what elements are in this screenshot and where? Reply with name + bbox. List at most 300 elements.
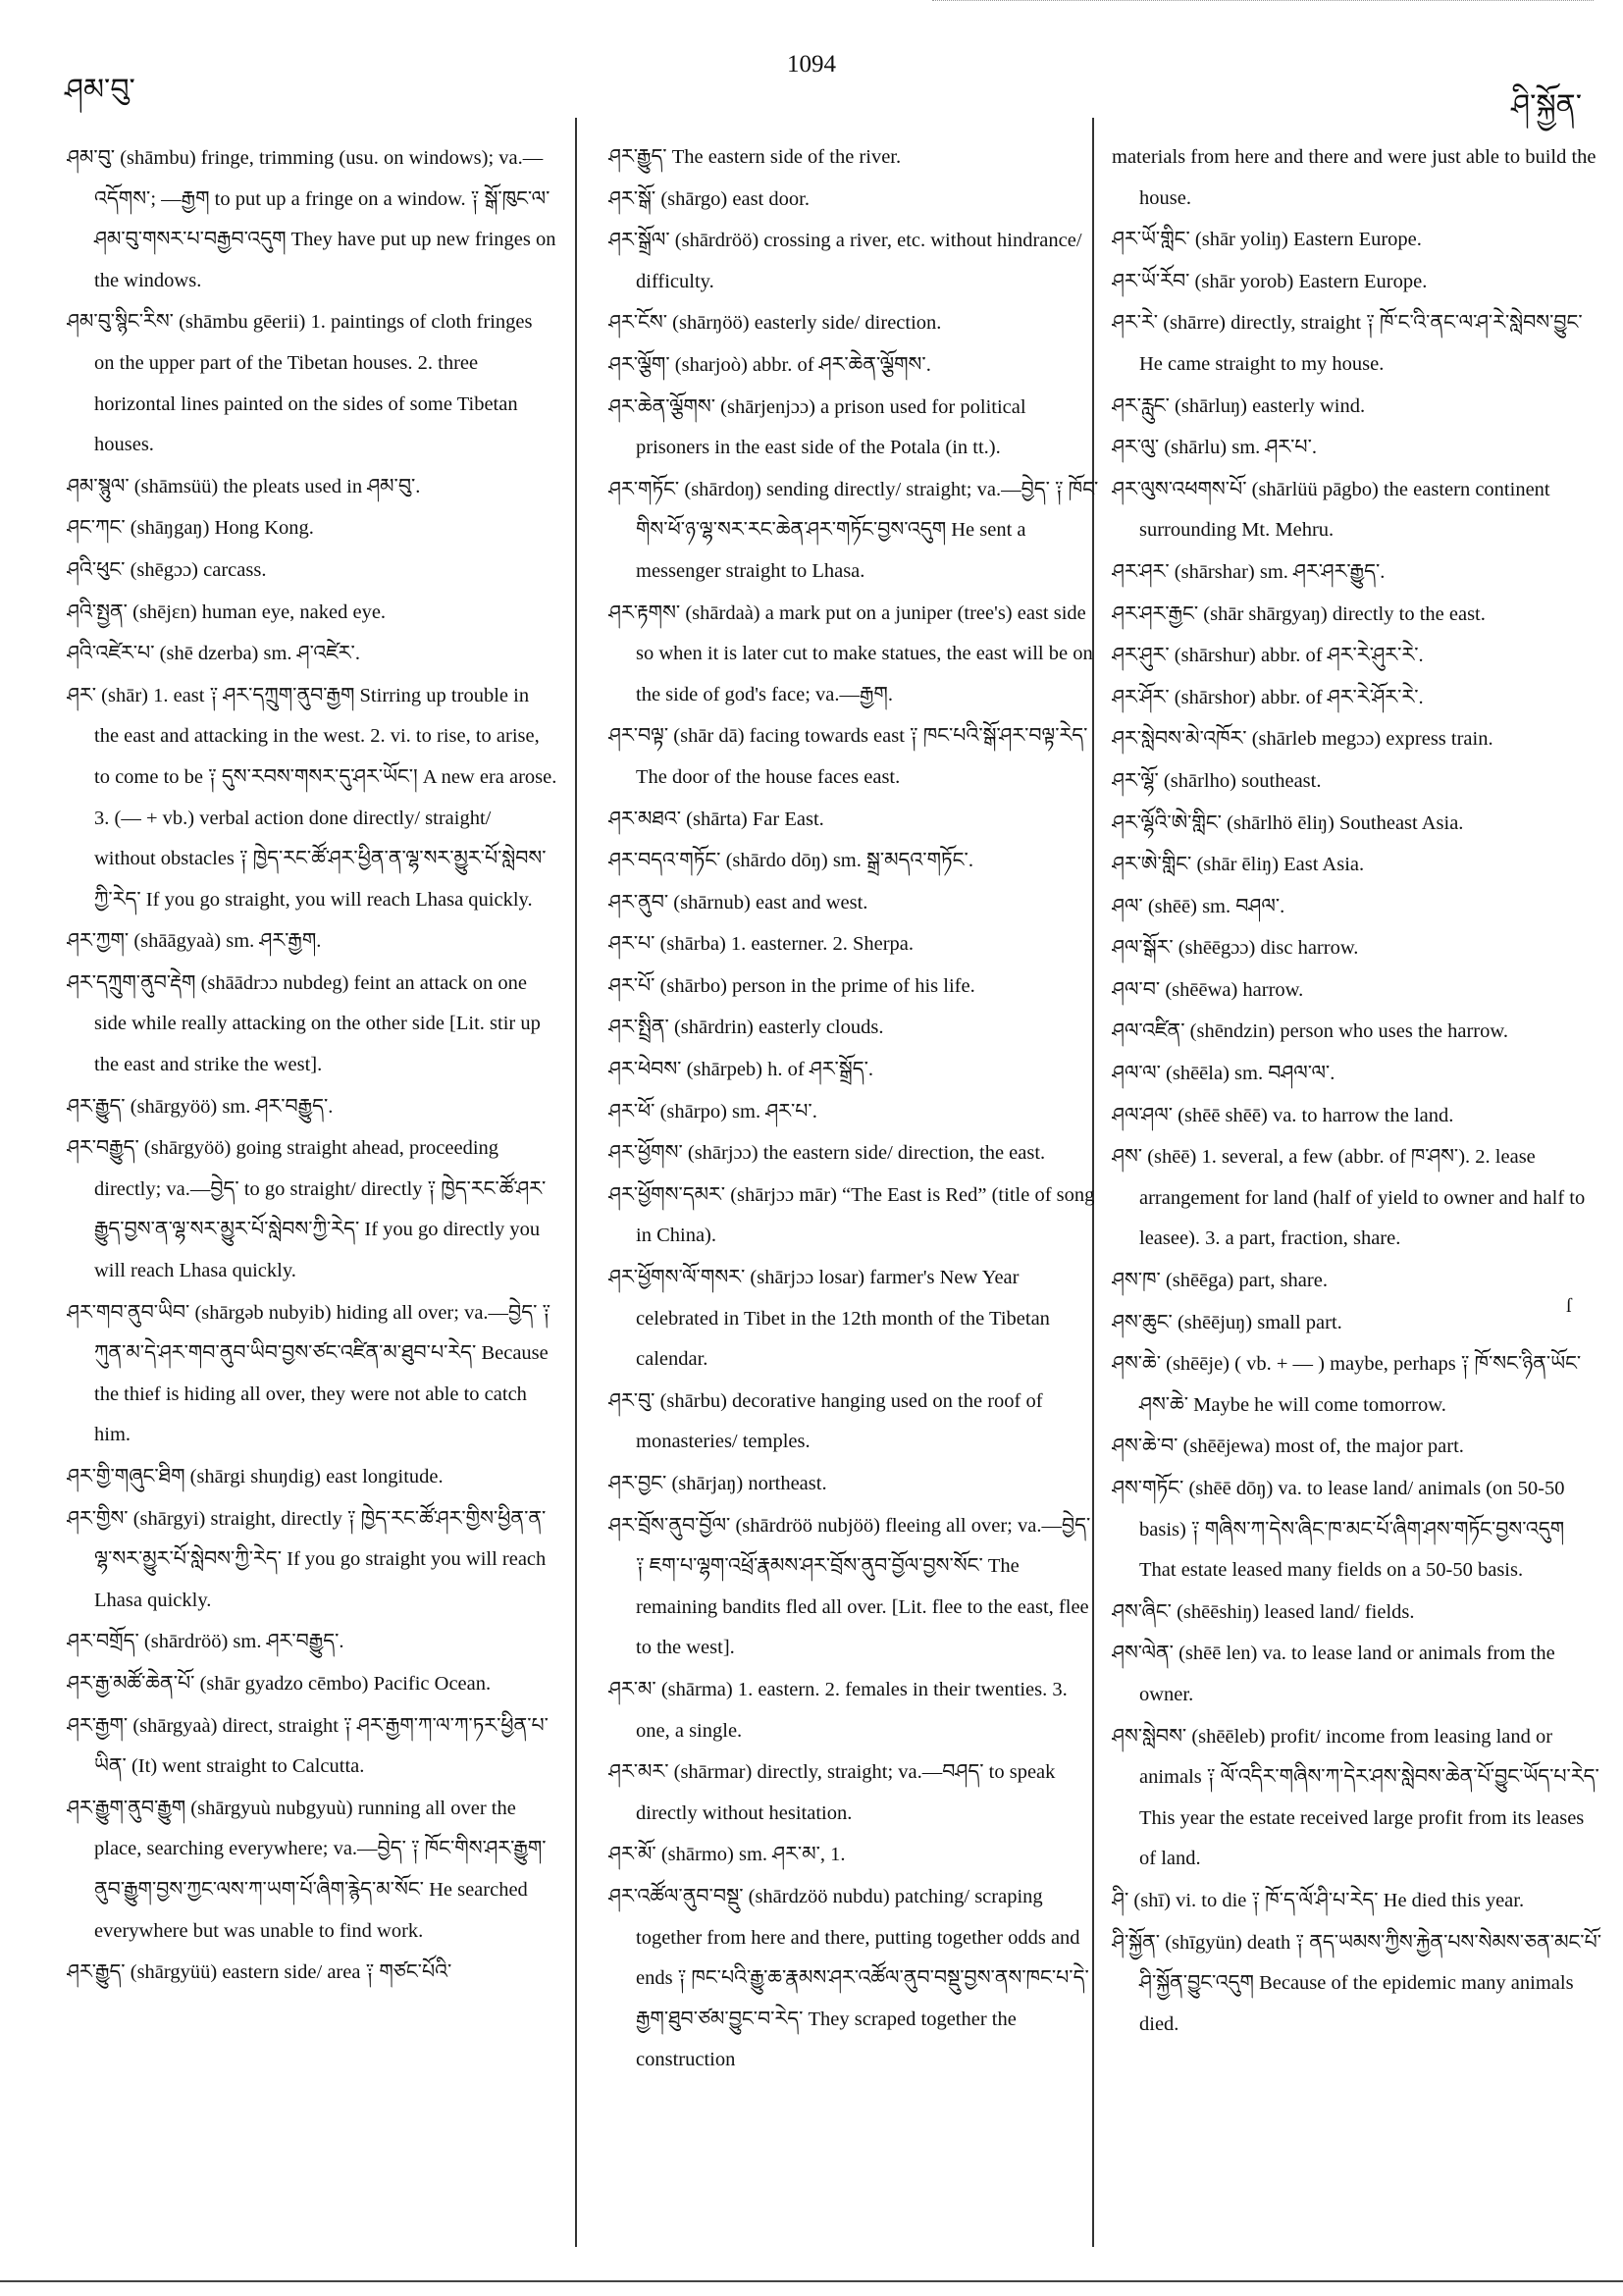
- dictionary-entry: [608, 923, 1099, 965]
- dictionary-entry: [1112, 1468, 1602, 1592]
- page-header: [0, 49, 1623, 122]
- dictionary-entry: [1112, 635, 1602, 677]
- entry-definition: the eastern continent surrounding Mt. Mehru.: [1139, 478, 1550, 542]
- entry-transliteration: (shēē shēē): [1178, 1104, 1268, 1126]
- entry-headword: ཤར་མ་: [608, 1676, 656, 1700]
- dictionary-entry: [1112, 261, 1602, 303]
- dictionary-entry: [608, 840, 1099, 882]
- entry-definition: ཤར་རྒྱུད་ The eastern side of the river.: [608, 146, 902, 168]
- entry-transliteration: (shēgɔɔ): [130, 558, 199, 581]
- dictionary-entry: [608, 387, 1099, 469]
- entry-headword: ཤས་ཆུང་: [1112, 1309, 1173, 1333]
- entry-transliteration: (shārgyi): [132, 1507, 206, 1530]
- dictionary-entry: [608, 1505, 1099, 1669]
- entry-transliteration: (shārta): [686, 808, 748, 830]
- entry-transliteration: (shāmsüü): [133, 475, 219, 497]
- entry-headword: ཤར་ཕྱོགས་དམར་: [608, 1181, 726, 1206]
- dictionary-entry: [608, 593, 1099, 716]
- dictionary-entry: [1112, 386, 1602, 428]
- entry-transliteration: (shārpeb): [686, 1059, 762, 1081]
- entry-transliteration: (shār yoliŋ): [1194, 229, 1288, 251]
- entry-definition: facing towards east ༑ ཁང་པའི་སྒོ་ཤར་བལྟ་རེད་ The door of the house faces east.: [636, 725, 1088, 788]
- entry-headword: ཤར་ཤར་: [1112, 558, 1170, 583]
- entry-definition: 1. easterner. 2. Sherpa.: [730, 933, 915, 956]
- entry-headword: ཤར་ལྷོའི་ཨེ་གླིང་: [1112, 809, 1222, 834]
- entry-definition: sm. ཤར་ཤར་རྒྱུད་.: [1259, 560, 1386, 583]
- entry-definition: 1. eastern. 2. females in their twenties. 3. one, a single.: [636, 1678, 1068, 1742]
- entry-definition: va. to lease land or animals from the owner.: [1139, 1643, 1555, 1705]
- entry-definition: straight, directly ༑ ཁྱེད་རང་ཚོ་ཤར་གྱིས་ཕྱིན་ན་ལྷ་སར་མྱུར་པོ་སླེབས་ཀྱི་རེད་ If you go straight you will reach Lhasa quickly.: [94, 1507, 547, 1611]
- entry-definition: Eastern Europe.: [1298, 270, 1428, 292]
- entry-headword: ཤས་: [1112, 1144, 1143, 1169]
- entry-transliteration: (shāādrɔɔ nubdeg): [200, 971, 349, 994]
- entry-definition: sm. ཤར་བརྒྱུད་.: [222, 1095, 334, 1118]
- entry-definition: most of, the major part.: [1275, 1435, 1464, 1458]
- entry-transliteration: (shār shārgyaŋ): [1203, 602, 1328, 625]
- entry-transliteration: (shēēje): [1166, 1353, 1230, 1376]
- dictionary-entry: [67, 675, 557, 921]
- entry-headword: ཤལ་: [1112, 893, 1143, 917]
- dictionary-entry: [67, 1127, 557, 1291]
- dictionary-entry: [1112, 1136, 1602, 1260]
- entry-headword: ཤར་གྱི་གཞུང་ཐིག: [67, 1464, 185, 1487]
- entry-transliteration: (shāŋgaŋ): [130, 517, 210, 540]
- entry-headword: ཤར་ལྷོ་: [1112, 767, 1159, 792]
- dictionary-entry: [1112, 302, 1602, 385]
- entry-headword: ཤའི་འཛེར་པ་: [67, 641, 155, 665]
- entry-transliteration: (shārgyöö): [143, 1137, 232, 1160]
- entry-headword: ཤར་རེ་: [1112, 310, 1159, 335]
- dictionary-entry: [67, 1456, 557, 1498]
- entry-transliteration: (shārlüü pāgbo): [1251, 478, 1379, 500]
- dictionary-entry: [1112, 677, 1602, 719]
- dictionary-entry: [67, 301, 557, 465]
- entry-definition: 1. east ༑ ཤར་དཀྲུག་ནུབ་རྒྱག Stirring up trouble in the east and attacking in the west. 2. vi. to rise, to arise, to come to be ༑ དུས་རབས་གསར་དུ་ཤར་ཡོང་། A new era arose. 3. (— + vb.) verbal action done directly/ straight/ without obstacles ༑ ཁྱེད་རང་ཚོ་ཤར་ཕྱིན་ན་ལྷ་སར་མྱུར་པོ་སླེབས་ཀྱི་རེད་ If you go straight, you will reach Lhasa quickly.: [94, 684, 557, 911]
- entry-definition: easterly wind.: [1252, 394, 1366, 417]
- entry-definition: sm. བཤལ་ལ་.: [1234, 1063, 1335, 1085]
- entry-transliteration: (shēē): [1147, 1146, 1197, 1169]
- entry-headword: ཤར་གབ་ནུབ་ཡིབ་: [67, 1299, 190, 1324]
- entry-headword: ཤས་ཆེ་བ་: [1112, 1434, 1178, 1458]
- dictionary-entry: [67, 1705, 557, 1788]
- entry-transliteration: (shārma): [660, 1678, 733, 1700]
- entry-headword: ཤས་ཞིང་: [1112, 1598, 1172, 1623]
- entry-definition: sm. ཤར་རྒྱག.: [226, 930, 322, 953]
- entry-transliteration: (shārmo): [660, 1844, 734, 1866]
- entry-definition: va. to lease land/ animals (on 50-50 basis) ༑ གཞིས་ཀ་དེས་ཞིང་ཁ་མང་པོ་ཞིག་ཤས་གཏོང་བྱས་འདུག That estate leased many fields on a 50-50 basis.: [1139, 1478, 1565, 1582]
- entry-transliteration: (shāmbu gēerii): [179, 311, 306, 334]
- entry-definition: sm. ཤ་འཛེར་.: [263, 643, 360, 665]
- dictionary-entry: [1112, 1095, 1602, 1137]
- dictionary-entry: [608, 1091, 1099, 1133]
- dictionary-entry: [1112, 1880, 1602, 1922]
- entry-headword: ཤར་སྤྲིན་: [608, 1015, 669, 1039]
- dictionary-entry: [1112, 427, 1602, 469]
- entry-transliteration: (shārdoŋ): [684, 478, 761, 500]
- entry-definition: materials from here and there and were just able to build the house.: [1112, 146, 1597, 209]
- entry-definition: h. of ཤར་སྒྲོད་.: [767, 1059, 873, 1081]
- entry-transliteration: (shārjɔɔ mār): [730, 1183, 837, 1206]
- entry-headword: ཤར་གཏོང་: [608, 476, 680, 500]
- entry-transliteration: (sharjoò): [674, 353, 748, 376]
- entry-definition: Hong Kong.: [214, 517, 314, 540]
- top-dotted-rule: [932, 0, 1594, 1]
- dictionary-entry: [1112, 469, 1602, 551]
- entry-transliteration: (shēē dōŋ): [1188, 1478, 1274, 1499]
- entry-headword: ཤར་: [67, 682, 97, 706]
- dictionary-entry: [608, 1876, 1099, 2081]
- entry-headword: ཤར་ཆེན་ལྕོགས་: [608, 393, 716, 418]
- entry-transliteration: (shār gyadzo cēmbo): [199, 1672, 369, 1695]
- entry-headword: ཤར་རྒྱུད་: [67, 1093, 126, 1118]
- entry-transliteration: (shārgəb nubyib): [194, 1301, 332, 1324]
- dictionary-entry: [67, 963, 557, 1086]
- entry-transliteration: (shēē len): [1178, 1643, 1258, 1665]
- entry-definition: fleeing all over; va.—བྱེད་ ༑ ཇག་པ་ལྷག་འཕྲོ་རྣམས་ཤར་བྲོས་ནུབ་བྱོལ་བྱས་སོང་ The remaining bandits fled all over. [Lit. flee to the east, flee to the west].: [636, 1514, 1091, 1659]
- entry-transliteration: (shārgi shuŋdig): [189, 1466, 321, 1487]
- dictionary-entry: [1112, 1922, 1602, 2046]
- dictionary-entry: [67, 592, 557, 634]
- entry-transliteration: (shāāgyaà): [133, 930, 222, 953]
- entry-headword: ཤས་ཆེ་: [1112, 1351, 1161, 1376]
- entry-definition: carcass.: [203, 558, 267, 581]
- entry-headword: ཤར་ཤར་རྒྱང་: [1112, 600, 1199, 625]
- entry-definition: running all over the place, searching everywhere; va.—བྱེད་ ༑ ཁོང་གིས་ཤར་རྒྱུག་ནུབ་རྒྱུག་བྱས་ཀྱང་ལས་ཀ་ཡག་པོ་ཞིག་རྙེད་མ་སོང་ He searched everywhere but was unable to find work.: [94, 1797, 547, 1942]
- entry-transliteration: (shēēgɔɔ): [1178, 937, 1256, 960]
- entry-transliteration: (shārdo dōŋ): [725, 850, 828, 872]
- entry-definition: “The East is Red” (title of song in China).: [636, 1183, 1095, 1247]
- entry-headword: ཤར་བལྟ་: [608, 723, 669, 748]
- entry-transliteration: (shēēla): [1166, 1063, 1230, 1085]
- entry-headword: ཤར་ཨེ་གླིང་: [1112, 852, 1192, 876]
- entry-transliteration: (shārjaŋ): [671, 1473, 744, 1494]
- dictionary-entry: [608, 1132, 1099, 1174]
- dictionary-entry: [67, 507, 557, 549]
- dictionary-entry: [1112, 594, 1602, 636]
- entry-headword: ཤལ་ལ་: [1112, 1061, 1161, 1085]
- entry-headword: ཤར་ཕེབས་: [608, 1057, 682, 1081]
- dictionary-entry: [67, 137, 557, 301]
- entry-definition: death ༑ ནད་ཡམས་ཀྱིས་རྐྱེན་པས་སེམས་ཅན་མང་པོ་ཤི་སྐྱོན་བྱུང་འདུག Because of the epidemic many animals died.: [1139, 1931, 1602, 2035]
- entry-transliteration: (shār): [101, 684, 148, 706]
- entry-transliteration: (shēējewa): [1182, 1435, 1271, 1458]
- dictionary-entry: [67, 920, 557, 963]
- dictionary-entry: [608, 179, 1099, 221]
- entry-definition: abbr. of ཤར་རེ་ཤོར་རེ་.: [1261, 686, 1424, 708]
- entry-transliteration: (shārdröö): [674, 230, 759, 252]
- entry-definition: easterly clouds.: [758, 1017, 884, 1039]
- dictionary-entry: [1112, 1633, 1602, 1715]
- entry-headword: ཤར་ཤོར་: [1112, 684, 1170, 708]
- dictionary-entry: [608, 1049, 1099, 1091]
- entry-transliteration: (shārdzöö nubdu): [748, 1885, 890, 1907]
- dictionary-entry: [67, 1663, 557, 1705]
- dictionary-entry: [1112, 969, 1602, 1012]
- entry-headword: ཤའི་སྤྱན་: [67, 599, 128, 623]
- entry-definition: the eastern side/ direction, the east.: [762, 1142, 1046, 1165]
- entry-definition: Pacific Ocean.: [373, 1672, 492, 1695]
- entry-definition: small part.: [1257, 1311, 1342, 1333]
- entry-definition: directly, straight ༑ ཁོ་ང་འི་ནང་ལ་ཤ་རེ་སླེབས་བྱུང་ He came straight to my house.: [1139, 312, 1583, 375]
- dictionary-entry: [1112, 1592, 1602, 1634]
- entry-definition: sm. བཤལ་.: [1202, 895, 1285, 917]
- entry-transliteration: (shēēleb): [1191, 1725, 1266, 1748]
- entry-definition: crossing a river, etc. without hindrance/ difficulty.: [636, 230, 1082, 292]
- entry-transliteration: (shārjɔɔ losar): [750, 1267, 865, 1289]
- entry-transliteration: (shārlho): [1163, 769, 1236, 792]
- entry-transliteration: (shārdröö): [143, 1631, 229, 1653]
- entry-definition: patching/ scraping together from here and there, putting together odds and ends ༑ ཁང་པའི་རྒྱུ་ཆ་རྣམས་ཤར་འཚོལ་ནུབ་བསྡུ་བྱས་ནས་ཁང་པ་དེ་རྒྱག་ཐུབ་ཙམ་བྱུང་བ་རེད་ They scraped together the construction: [636, 1885, 1089, 2071]
- bottom-rule: [0, 2280, 1623, 2282]
- entry-transliteration: (shārpo): [659, 1100, 727, 1122]
- page-number: 1094: [787, 51, 836, 78]
- entry-definition: va. to harrow the land.: [1272, 1104, 1454, 1126]
- dictionary-entry: [1112, 718, 1602, 760]
- entry-transliteration: (shārlhö ēliŋ): [1227, 811, 1335, 834]
- dictionary-entry: [1112, 886, 1602, 928]
- entry-headword: ཤར་རྟགས་: [608, 600, 681, 624]
- dictionary-entry: [608, 1669, 1099, 1751]
- entry-headword: ཤར་བརྒྱུད་: [67, 1135, 139, 1160]
- dictionary-entry: [1112, 1053, 1602, 1095]
- entry-headword: ཤར་ཡོ་རོབ་: [1112, 268, 1190, 292]
- entry-transliteration: (shārdröö nubjöö): [735, 1514, 880, 1537]
- entry-transliteration: (shārgo): [660, 187, 728, 210]
- entry-definition: person in the prime of his life.: [732, 974, 975, 997]
- entry-definition: east door.: [732, 187, 810, 210]
- entry-definition: northeast.: [748, 1473, 827, 1494]
- entry-transliteration: (shēēwa): [1165, 978, 1238, 1001]
- entry-headword: ཤར་མོ་: [608, 1842, 656, 1866]
- entry-transliteration: (shēējuŋ): [1177, 1311, 1253, 1333]
- entry-definition: the pleats used in ཤམ་བུ་.: [223, 475, 421, 497]
- entry-definition: abbr. of ཤར་རེ་ཤུར་རེ་.: [1261, 645, 1424, 667]
- entry-headword: ཤལ་བ་: [1112, 976, 1161, 1001]
- entry-definition: human eye, naked eye.: [201, 600, 387, 623]
- entry-transliteration: (shārshor): [1174, 686, 1256, 708]
- dictionary-entry: [67, 1952, 557, 1994]
- dictionary-entry: [1112, 1011, 1602, 1053]
- dictionary-entry: [67, 1621, 557, 1663]
- entry-definition: sm. ཤར་པ་.: [1231, 437, 1317, 459]
- entry-headword: ཤར་རླུང་: [1112, 392, 1170, 417]
- entry-transliteration: (shāmbu): [120, 147, 196, 169]
- dictionary-entry: [608, 1834, 1099, 1876]
- entry-headword: ཤལ་སྒོར་: [1112, 935, 1174, 960]
- entry-definition: part, share.: [1238, 1270, 1328, 1292]
- entry-headword: ཤར་པོ་: [608, 972, 655, 997]
- entry-transliteration: (shārdaà): [685, 601, 760, 624]
- entry-headword: ཤི་: [1112, 1887, 1129, 1911]
- dictionary-entry: [67, 549, 557, 592]
- entry-headword: ཤར་བྲོས་ནུབ་བྱོལ་: [608, 1512, 731, 1537]
- entry-transliteration: (shēēshiŋ): [1177, 1600, 1260, 1623]
- entry-transliteration: (shārgyaà): [132, 1714, 218, 1737]
- dictionary-entry: [1112, 219, 1602, 261]
- dictionary-entry: [608, 469, 1099, 593]
- entry-transliteration: (shārgyöö): [130, 1095, 218, 1118]
- entry-definition: 1. paintings of cloth fringes on the upper part of the Tibetan houses. 2. three horizontal lines painted on the sides of some Tibetan houses.: [94, 311, 533, 456]
- entry-definition: hiding all over; va.—བྱེད་ ༑ ཀུན་མ་དེ་ཤར་གབ་ནུབ་ཡིབ་བྱས་ཙང་འཛིན་མ་ཐུབ་པ་རེད་ Because the thief is hiding all over, they were not able to catch him.: [94, 1301, 551, 1446]
- entry-definition: southeast.: [1241, 769, 1322, 792]
- entry-headword: ཤར་ལྕོག་: [608, 351, 670, 376]
- entry-transliteration: (shārmar): [673, 1761, 753, 1784]
- entry-transliteration: (shēndzin): [1189, 1020, 1276, 1043]
- entry-definition: ( vb. + — ) maybe, perhaps ༑ ཁོ་སང་ཉིན་ཡོང་ཤས་ཆེ་ Maybe he will come tomorrow.: [1139, 1353, 1582, 1416]
- entry-transliteration: (shārjɔɔ): [687, 1142, 759, 1165]
- dictionary-entry: [1112, 1343, 1602, 1426]
- entry-headword: ཤར་ངོས་: [608, 310, 668, 335]
- entry-definition: a prison used for political prisoners in the east side of the Potala (in tt.).: [636, 395, 1026, 459]
- entry-transliteration: (shārjenjɔɔ): [720, 395, 815, 418]
- column-3: [1112, 137, 1602, 2237]
- guide-word-left: ཤམ་བུ་: [65, 74, 135, 106]
- entry-headword: ཤར་ནུབ་: [608, 889, 669, 913]
- entry-definition: sm. ཤར་མ་, 1.: [739, 1844, 846, 1866]
- entry-definition: disc harrow.: [1260, 937, 1359, 960]
- entry-definition: decorative hanging used on the roof of monasteries/ temples.: [636, 1389, 1043, 1453]
- dictionary-entry: [608, 302, 1099, 344]
- entry-headword: ཤམ་བུ་སྙིང་རིས་: [67, 309, 174, 334]
- dictionary-entry: [608, 715, 1099, 798]
- entry-headword: ཤས་ལེན་: [1112, 1641, 1174, 1665]
- entry-headword: ཤར་པ་: [608, 931, 655, 956]
- entry-transliteration: (shārlu): [1164, 437, 1228, 459]
- entry-headword: ཤར་མཐའ་: [608, 806, 682, 830]
- dictionary-entry: [1112, 927, 1602, 969]
- entry-headword: ཤར་འཚོལ་ནུབ་བསྡུ་: [608, 1883, 744, 1907]
- entry-headword: ཤར་བདའ་གཏོང་: [608, 848, 721, 872]
- dictionary-entry: [67, 1086, 557, 1128]
- entry-transliteration: (shīgyün): [1165, 1931, 1242, 1954]
- entry-definition: East Asia.: [1283, 854, 1365, 876]
- entry-definition: express train.: [1386, 728, 1493, 751]
- entry-headword: ཤར་བུ་: [608, 1387, 655, 1412]
- dictionary-entry: [67, 633, 557, 675]
- entry-headword: ཤར་ཀྱག་: [67, 928, 130, 953]
- entry-headword: ཤར་གྱིས་: [67, 1505, 129, 1530]
- entry-headword: ཤལ་འཛིན་: [1112, 1018, 1185, 1043]
- entry-headword: ཤའི་ཕུང་: [67, 556, 126, 581]
- entry-definition: profit/ income from leasing land or animals ༑ ལོ་འདིར་གཞིས་ཀ་དེར་ཤས་སླེབས་ཆེན་པོ་བྱུང་ཡོད་པ་རེད་ This year the estate received large profit from its leases of land.: [1139, 1725, 1599, 1870]
- entry-definition: 1. several, a few (abbr. of ཁ་ཤས་). 2. lease arrangement for land (half of yield to owner and half to leasee). 3. a part, fraction, share.: [1139, 1146, 1586, 1250]
- entry-headword: ཤར་རྒྱག་: [67, 1712, 129, 1737]
- dictionary-entry: [608, 1751, 1099, 1834]
- entry-transliteration: (shārleb megɔɔ): [1251, 728, 1382, 751]
- entry-headword: ཤི་སྐྱོན་: [1112, 1929, 1161, 1954]
- entry-definition: eastern side/ area ༑ གཙང་པོའི་: [222, 1961, 452, 1984]
- column-1: [67, 137, 557, 2237]
- entry-definition: farmer's New Year celebrated in Tibet in the 12th month of the Tibetan calendar.: [636, 1267, 1050, 1371]
- entry-definition: Southeast Asia.: [1339, 811, 1464, 834]
- entry-definition: fringe, trimming (usu. on windows); va.—འདོགས་; —རྒྱག to put up a fringe on a window. ༑ སྒོ་ཁུང་ལ་ཤམ་བུ་གསར་པ་བརྒྱབ་འདུག They have put up new fringes on the windows.: [94, 147, 556, 291]
- entry-transliteration: (shārluŋ): [1175, 394, 1247, 417]
- entry-definition: sending directly/ straight; va.—བྱེད་ ༑ ཁོང་གིས་ཕོ་ཉ་ལྷ་སར་རང་ཆེན་ཤར་གཏོང་བྱས་འདུག He sent a messenger straight to Lhasa.: [636, 478, 1099, 582]
- entry-definition: direct, straight ༑ ཤར་རྒྱག་ཀ་ལ་ཀ་ཏར་ཕྱིན་པ་ཡིན་ (It) went straight to Calcutta.: [94, 1714, 549, 1778]
- entry-headword: ཤམ་བུ་: [67, 145, 116, 169]
- entry-transliteration: (shārdrin): [673, 1017, 754, 1039]
- dictionary-entry: [67, 466, 557, 508]
- dictionary-entry: [1112, 844, 1602, 886]
- dictionary-entry: [1112, 137, 1602, 219]
- dictionary-entry: [1112, 760, 1602, 803]
- entry-headword: ཤར་བྱང་: [608, 1471, 667, 1494]
- entry-headword: ཤང་ཀང་: [67, 515, 126, 540]
- entry-headword: ཤས་ཁ་: [1112, 1268, 1161, 1292]
- entry-definition: vi. to die ༑ ཁོ་ད་ལོ་ཤི་པ་རེད་ He died this year.: [1176, 1889, 1525, 1911]
- entry-definition: going straight ahead, proceeding directly; va.—བྱེད་ to go straight/ directly ༑ ཁྱེད་རང་ཚོ་ཤར་རྒྱུད་བྱས་ན་ལྷ་སར་མྱུར་པོ་སླེབས་ཀྱི་རེད་ If you go directly you will reach Lhasa quickly.: [94, 1137, 547, 1282]
- entry-transliteration: (shār yorob): [1194, 270, 1294, 292]
- entry-definition: easterly side/ direction.: [754, 312, 942, 335]
- dictionary-entry: [608, 965, 1099, 1008]
- dictionary-entry: [608, 1174, 1099, 1257]
- dictionary-entry: [608, 1463, 1099, 1505]
- dictionary-entry: [608, 220, 1099, 302]
- entry-transliteration: (shārbu): [659, 1389, 727, 1412]
- dictionary-entry: [1112, 551, 1602, 594]
- dictionary-entry: [608, 1257, 1099, 1381]
- entry-transliteration: (shārshur): [1174, 645, 1256, 667]
- entry-transliteration: (shī): [1133, 1889, 1171, 1911]
- entry-headword: ཤས་སླེབས་: [1112, 1723, 1187, 1748]
- entry-headword: ཤར་བགྲོད་: [67, 1629, 139, 1653]
- dictionary-entry: [1112, 1716, 1602, 1880]
- entry-headword: ཤར་སྒྲོལ་: [608, 228, 670, 252]
- entry-definition: person who uses the harrow.: [1280, 1020, 1508, 1043]
- entry-definition: a mark put on a juniper (tree's) east side so when it is later cut to make statues, the east will be on the side of god's face; va.—རྒྱག.: [636, 601, 1093, 705]
- entry-headword: ཤར་དཀྲུག་ནུབ་རྡེག: [67, 969, 196, 994]
- entry-headword: ཤར་ལུ་: [1112, 435, 1160, 459]
- entry-headword: ཤར་ཕྱོགས་ལོ་གསར་: [608, 1265, 746, 1289]
- entry-transliteration: (shārgyuù nubgyuù): [190, 1797, 353, 1819]
- entry-definition: abbr. of ཤར་ཆེན་ལྕོགས་.: [752, 353, 931, 376]
- entry-headword: ཤར་ཕོ་: [608, 1098, 655, 1122]
- entry-transliteration: (shārshar): [1174, 560, 1255, 583]
- dictionary-entry: [67, 1292, 557, 1456]
- dictionary-entry: [1112, 1302, 1602, 1344]
- entry-definition: east and west.: [755, 891, 868, 913]
- entry-transliteration: (shēēga): [1165, 1270, 1234, 1292]
- margin-mark: ſ: [1566, 1295, 1572, 1317]
- entry-headword: ཤར་རྒྱ་མཚོ་ཆེན་པོ་: [67, 1670, 195, 1695]
- entry-headword: ཤར་ལུས་འཕགས་པོ་: [1112, 476, 1247, 500]
- dictionary-entry: [608, 1007, 1099, 1049]
- entry-headword: ཤར་ཡོ་གླིང་: [1112, 227, 1190, 251]
- dictionary-entry: [1112, 1260, 1602, 1302]
- entry-headword: ཤར་རྒྱུག་ནུབ་རྒྱུག: [67, 1795, 186, 1819]
- dictionary-entry: [67, 1788, 557, 1952]
- dictionary-entry: [1112, 1426, 1602, 1468]
- entry-definition: leased land/ fields.: [1264, 1600, 1415, 1623]
- entry-headword: ཤར་རྒྱུད་: [67, 1959, 126, 1984]
- guide-word-right: ཤི་སྐྱོན་: [1511, 89, 1582, 122]
- entry-headword: ཤར་སྒོ་: [608, 185, 656, 210]
- entry-transliteration: (shārnub): [673, 891, 751, 913]
- entry-definition: east longitude.: [326, 1466, 444, 1487]
- entry-definition: harrow.: [1242, 978, 1304, 1001]
- entry-definition: Eastern Europe.: [1292, 229, 1422, 251]
- entry-headword: ཤར་ཕྱོགས་: [608, 1140, 683, 1165]
- entry-transliteration: (shārba): [659, 933, 726, 956]
- dictionary-entry: [608, 1381, 1099, 1463]
- entry-headword: ཤར་སླེབས་མེ་འཁོར་: [1112, 726, 1247, 751]
- entry-transliteration: (shēē): [1147, 895, 1197, 917]
- entry-definition: directly, straight; va.—བཤད་ to speak directly without hesitation.: [636, 1761, 1056, 1824]
- entry-definition: Far East.: [752, 808, 824, 830]
- entry-transliteration: (shējɛn): [132, 600, 197, 623]
- dictionary-entry: [1112, 803, 1602, 845]
- entry-transliteration: (shē dzerba): [159, 643, 259, 665]
